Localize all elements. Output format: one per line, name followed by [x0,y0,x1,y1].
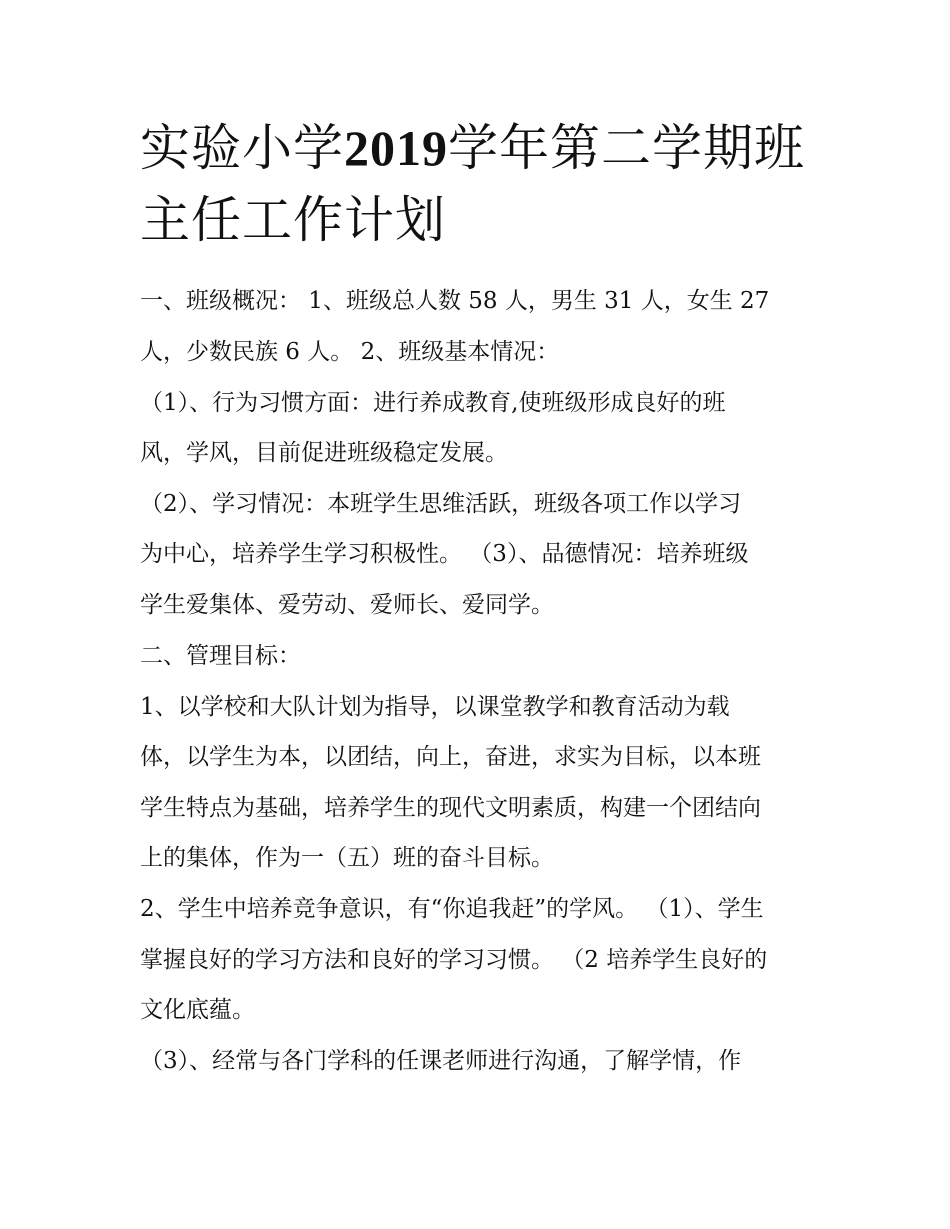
title-text-part1: 实验小学 [140,119,344,177]
body-line: 风，学风，目前促进班级稳定发展。 [140,440,508,466]
body-line: 学生爱集体、爱劳动、爱师长、爱同学。 [140,592,554,618]
body-line: （3）、经常与各门学科的任课老师进行沟通，了解学情，作 [140,1048,742,1074]
body-line: 掌握良好的学习方法和良好的学习习惯。 （2 培养学生良好的 [140,947,768,973]
body-line: 1、以学校和大队计划为指导，以课堂教学和教育活动为载 [140,694,730,720]
title-year: 2019 [344,120,448,176]
body-line: 文化底蕴。 [140,997,255,1023]
body-line: 一、班级概况： 1、班级总人数 58 人，男生 31 人，女生 27 [140,288,770,314]
body-line: 2、学生中培养竞争意识，有“你追我赶”的学风。 （1）、学生 [140,896,764,922]
title-text-line2: 主任工作计划 [140,191,446,249]
body-line: （2）、学习情况：本班学生思维活跃，班级各项工作以学习 [140,491,742,517]
body-line: 人，少数民族 6 人。 2、班级基本情况： [140,339,560,365]
body-line: （1）、行为习惯方面：进行养成教育,使班级形成良好的班 [140,390,726,416]
body-line: 为中心，培养学生学习积极性。 （3）、品德情况：培养班级 [140,541,749,567]
body-line: 体，以学生为本，以团结，向上，奋进，求实为目标，以本班 [140,744,761,770]
body-line: 学生特点为基础，培养学生的现代文明素质，构建一个团结向 [140,795,761,821]
body-line: 上的集体，作为一（五）班的奋斗目标。 [140,845,554,871]
title-text-part2: 学年第二学期班 [448,119,805,177]
section-heading: 二、管理目标： [140,643,301,669]
document-title [140,112,820,256]
